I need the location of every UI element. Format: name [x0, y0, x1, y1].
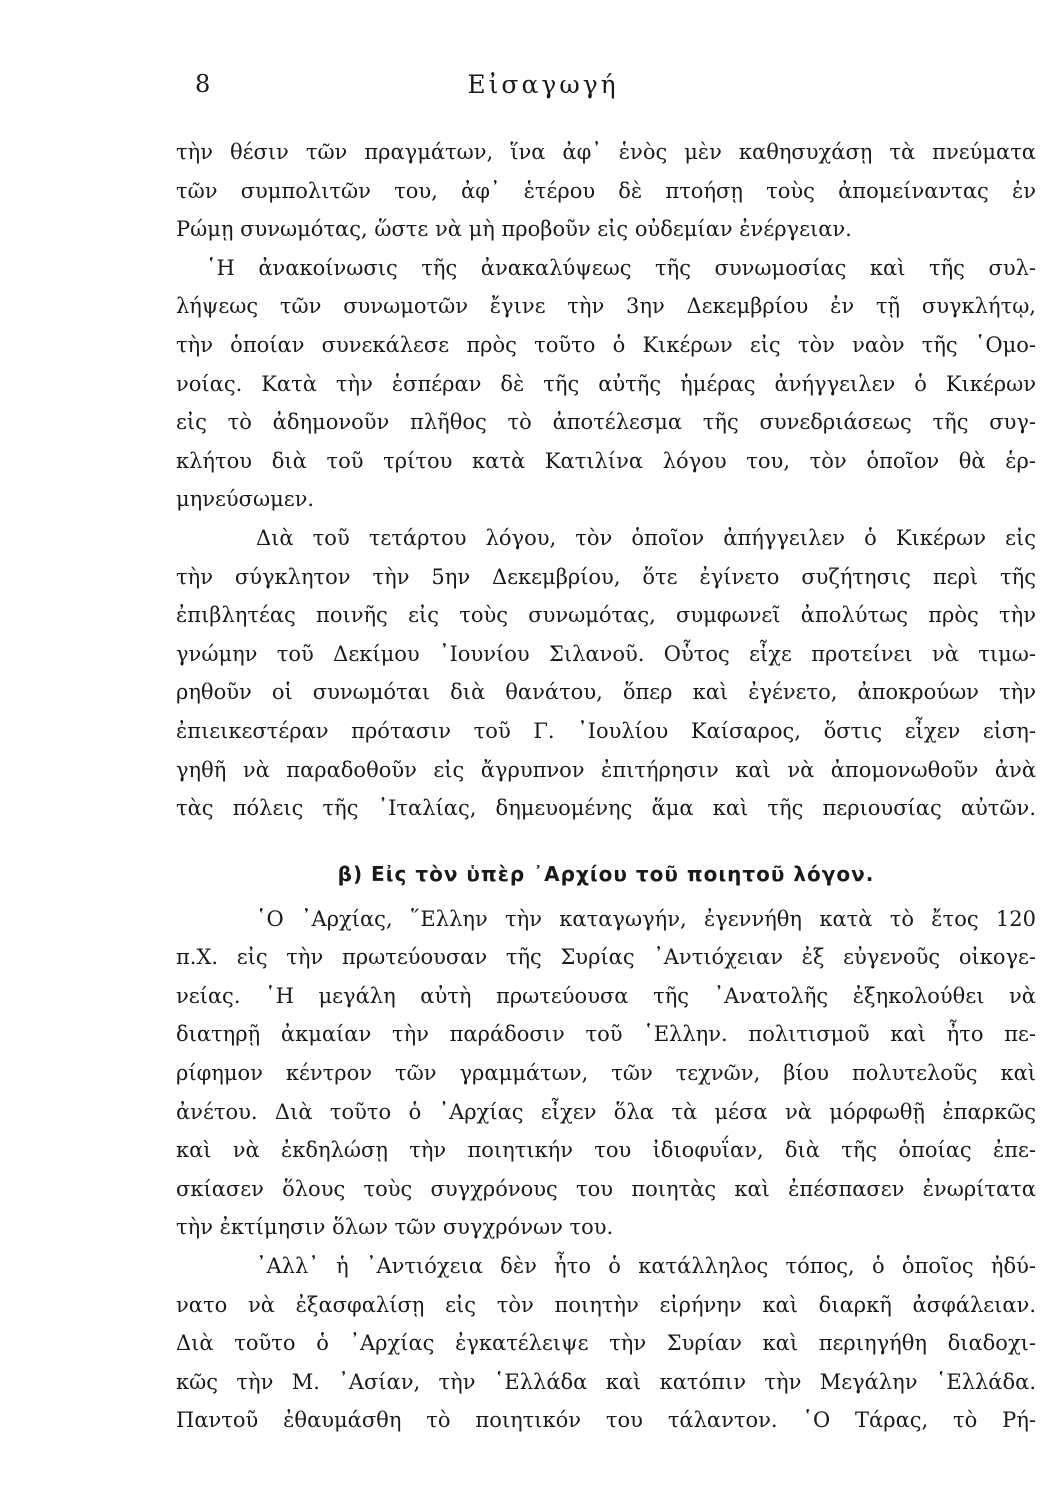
text-line: ἀνέτου. Διὰ τοῦτο ὁ ᾿Αρχίας εἶχεν ὅλα τὰ μέσα νὰ μόρφωθῇ ἐπαρκῶς	[176, 1099, 1036, 1124]
text-line: τὴν θέσιν τῶν πραγμάτων, ἵνα ἀφ᾽ ἑνὸς μὲν καθησυχάσῃ τὰ πνεύματα	[176, 140, 1036, 164]
text-line: διατηρῇ ἀκμαίαν τὴν παράδοσιν τοῦ ῾Ελλην. πολιτισμοῦ καὶ ἦτο πε-	[176, 1022, 1036, 1047]
text-line: νείας. ῾Η μεγάλη αὐτὴ πρωτεύουσα τῆς ᾿Ανατολῆς ἐξηκολούθει νὰ	[176, 983, 1036, 1008]
text-line: τὴν ὁποίαν συνεκάλεσε πρὸς τοῦτο ὁ Κικέρων εἰς τὸν ναὸν τῆς ῾Ομο-	[176, 332, 1036, 357]
text-line: εἰς τὸ ἀδημονοῦν πλῆθος τὸ ἀποτέλεσμα τῆς συνεδριάσεως τῆς συγ-	[176, 410, 1036, 435]
text-line: ῾Ο ᾿Αρχίας, ῞Ελλην τὴν καταγωγήν, ἐγεννήθη κατὰ τὸ ἔτος 120	[256, 906, 1036, 931]
text-line: τὴν σύγκλητον τὴν 5ην Δεκεμβρίου, ὅτε ἐγίνετο συζήτησις περὶ τῆς	[176, 564, 1036, 589]
text-line: Διὰ τοῦ τετάρτου λόγου, τὸν ὁποῖον ἀπήγγειλεν ὁ Κικέρων εἰς	[256, 525, 1036, 550]
text-line: καὶ νὰ ἐκδηλώσῃ τὴν ποιητικήν του ἰδιοφυΐαν, διὰ τῆς ὁποίας ἐπε-	[176, 1138, 1036, 1163]
text-line: ῾Η ἀνακοίνωσις τῆς ἀνακαλύψεως τῆς συνωμοσίας καὶ τῆς συλ-	[206, 255, 1036, 280]
text-line: ᾿Αλλ᾽ ἡ ᾿Αντιόχεια δὲν ἦτο ὁ κατάλληλος τόπος, ὁ ὁποῖος ἠδύ-	[256, 1254, 1036, 1279]
text-line: ἐπιβλητέας ποινῆς εἰς τοὺς συνωμότας, συμφωνεῖ ἀπολύτως πρὸς τὴν	[176, 603, 1036, 628]
text-line: ρηθοῦν οἱ συνωμόται διὰ θανάτου, ὅπερ καὶ ἐγένετο, ἀποκρούων τὴν	[176, 680, 1036, 705]
text-line: Διὰ τοῦτο ὁ ᾿Αρχίας ἐγκατέλειψε τὴν Συρίαν καὶ περιηγήθη διαδοχι-	[176, 1331, 1036, 1356]
text-line: λήψεως τῶν συνωμοτῶν ἔγινε τὴν 3ην Δεκεμβρίου ἐν τῇ συγκλήτῳ,	[176, 294, 1036, 319]
text-line: κῶς τὴν Μ. ᾿Ασίαν, τὴν ῾Ελλάδα καὶ κατόπιν τὴν Μεγάλην ῾Ελλάδα.	[176, 1369, 1036, 1394]
text-line: νατο νὰ ἐξασφαλίσῃ εἰς τὸν ποιητὴν εἰρήνην καὶ διαρκῆ ἀσφάλειαν.	[176, 1292, 1036, 1317]
page-body	[176, 133, 1036, 1440]
text-line: Παντοῦ ἐθαυμάσθη τὸ ποιητικόν του τάλαντον. ῾Ο Τάρας, τὸ Ρή-	[176, 1408, 1036, 1433]
text-line: γηθῆ νὰ παραδοθοῦν εἰς ἄγρυπνον ἐπιτήρησιν καὶ νὰ ἀπομονωθοῦν ἀνὰ	[176, 757, 1036, 782]
text-line: ἐπιεικεστέραν πρότασιν τοῦ Γ. ᾿Ιουλίου Καίσαρος, ὅστις εἶχεν εἰση-	[176, 718, 1036, 743]
text-line: νοίας. Κατὰ τὴν ἑσπέραν δὲ τῆς αὐτῆς ἡμέρας ἀνήγγειλεν ὁ Κικέρων	[176, 371, 1036, 396]
text-line: τὴν ἐκτίμησιν ὅλων τῶν συγχρόνων του.	[176, 1215, 614, 1240]
text-line: Ρώμῃ συνωμότας, ὥστε νὰ μὴ προβοῦν εἰς οὐδεμίαν ἐνέργειαν.	[176, 217, 852, 242]
text-line: τὰς πόλεις τῆς ᾿Ιταλίας, δημευομένης ἅμα καὶ τῆς περιουσίας αὐτῶν.	[176, 796, 1036, 821]
text-line: μηνεύσωμεν.	[176, 487, 315, 512]
text-line: σκίασεν ὅλους τοὺς συγχρόνους του ποιητὰς καὶ ἐπέσπασεν ἐνωρίτατα	[176, 1176, 1036, 1201]
text-line: ρίφημον κέντρον τῶν γραμμάτων, τῶν τεχνῶν, βίου πολυτελοῦς καὶ	[176, 1061, 1036, 1086]
text-line: π.Χ. εἰς τὴν πρωτεύουσαν τῆς Συρίας ᾿Αντιόχειαν ἐξ εὐγενοῦς οἰκογε-	[176, 945, 1036, 970]
section-heading: β) Εἰς τὸν ὑπὲρ ᾿Αρχίου τοῦ ποιητοῦ λόγον.	[337, 861, 875, 886]
text-line: κλήτου διὰ τοῦ τρίτου κατὰ Κατιλίνα λόγου του, τὸν ὁποῖον θὰ ἑρ-	[176, 448, 1036, 473]
text-line: γνώμην τοῦ Δεκίμου ᾿Ιουνίου Σιλανοῦ. Οὗτος εἶχε προτείνει νὰ τιμω-	[176, 641, 1036, 666]
text-line: τῶν συμπολιτῶν του, ἀφ᾽ ἑτέρου δὲ πτοήσῃ τοὺς ἀπομείναντας ἐν	[176, 178, 1036, 203]
page-number: 8	[195, 70, 211, 98]
running-title: Εἰσαγωγή	[467, 70, 619, 99]
